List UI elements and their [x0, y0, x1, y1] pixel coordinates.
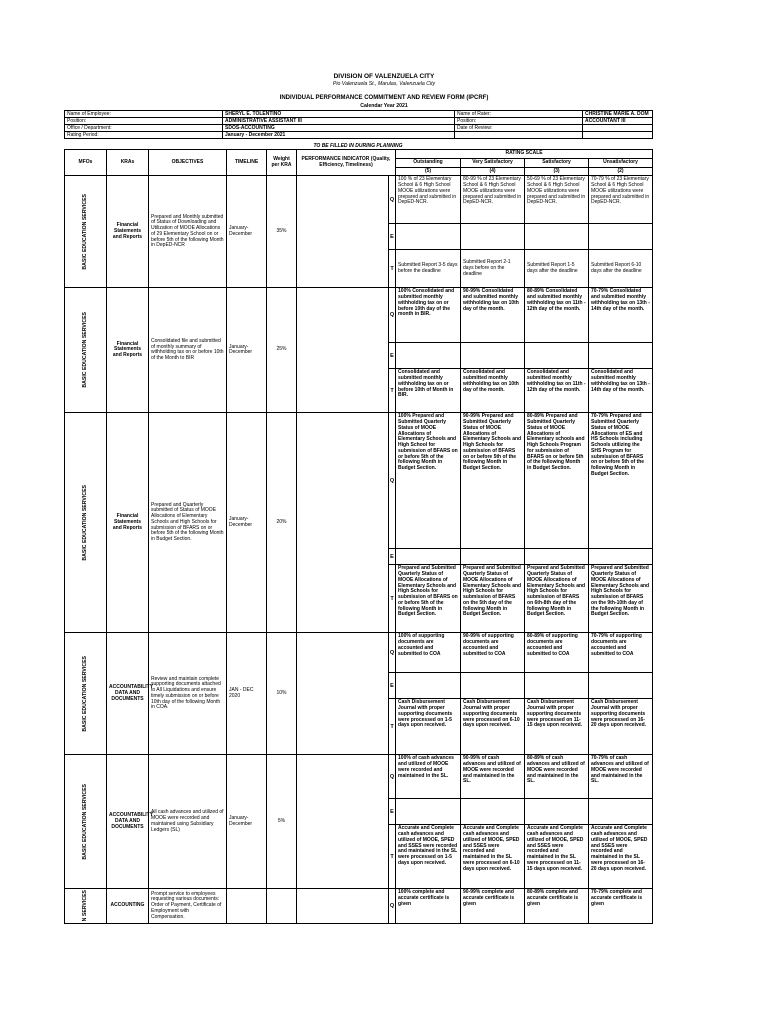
timeline-cell: January-December: [227, 176, 267, 288]
mfo-cell-text: BASIC EDUCATION SERVICES: [81, 484, 88, 561]
scale-name: Unsatisfactory: [589, 158, 653, 167]
scale-name: Outstanding: [396, 158, 461, 167]
timeline-cell: January-December: [227, 288, 267, 413]
mfo-cell-text: BASIC EDUCATION SERVICES: [81, 193, 88, 270]
qet-marker: T: [389, 369, 396, 413]
rating-cell: 90-99% of cash advances and utilized of MOOE were recorded and maintained in the SL.: [461, 755, 525, 799]
qet-marker: E: [389, 549, 396, 565]
rating-cell: 80-89% Prepared and Submitted Quarterly Status of MOOE Allocations of Elementary schools and High Schools Program for submission of BFARS on or before 5th of the following Month in Budget Section.: [525, 413, 589, 549]
rating-cell: 80-89% complete and accurate certificate is given: [525, 889, 589, 923]
rating-cell: 80-99 % of 23 Elementary School & 6 High School MOOE utilizations were prepared and submitted in DepED-NCR.: [461, 176, 525, 224]
rating-cell: 100% of cash advances and utilized of MOOE were recorded and maintained in the SL.: [396, 755, 461, 799]
rating-cell: 70-79% Consolidated and submitted monthly withholding tax on 13th - 14th day of the month.: [589, 288, 653, 343]
qet-marker: T: [389, 825, 396, 889]
objective-cell: Review and maintain complete supporting documents attached to All Liquidations and ensure timely submission on or before 10th day of the following Month in COA.: [149, 633, 227, 755]
rating-cell: Consolidated and submitted monthly withholding tax on or before 10th of Month in BIR.: [396, 369, 461, 413]
employee-name: SHERYL E. TOLENTINO: [223, 111, 455, 118]
scale-number: (4): [461, 167, 525, 176]
info-label: Name of Rater:: [455, 111, 583, 118]
col-timeline: TIMELINE: [227, 150, 267, 176]
rating-cell: [525, 799, 589, 825]
info-label: Date of Review:: [455, 125, 583, 132]
mfo-cell-text: BASIC EDUCATION SERVICES: [81, 655, 88, 732]
rating-cell: 100 % of 23 Elementary School & 6 High School MOOE utilizations were prepared and submitted in DepED-NCR.: [396, 176, 461, 224]
rating-cell: [461, 224, 525, 250]
col-kras: KRAs: [107, 150, 149, 176]
qet-marker: E: [389, 343, 396, 369]
rating-cell: Submitted Report 3-5 days before the deadline: [396, 250, 461, 288]
rating-cell: [461, 343, 525, 369]
col-objectives: OBJECTIVES: [149, 150, 227, 176]
rating-cell: [461, 549, 525, 565]
rating-cell: 50-69 % of 23 Elementary School & 6 High School MOOE utilizations were prepared and submitted in DepED-NCR.: [525, 176, 589, 224]
rating-cell: [589, 549, 653, 565]
rating-cell: [396, 799, 461, 825]
indicator-cell: [297, 633, 389, 755]
rating-cell: Cash Disbursement Journal with proper supporting documents were processed on 6-10 days upon received.: [461, 699, 525, 755]
division-name: DIVISION OF VALENZUELA CITY: [333, 73, 435, 80]
calendar-year: Calendar Year 2021: [360, 103, 408, 109]
weight-cell: [267, 889, 297, 923]
mfo-cell-text: N SERVICES: [81, 890, 88, 922]
rating-cell: Consolidated and submitted monthly withholding tax on 11th - 12th day of the month.: [525, 369, 589, 413]
rating-cell: [525, 549, 589, 565]
info-label: Name of Employee:: [65, 111, 223, 118]
rating-cell: Accurate and Complete cash advances and utilized of MOOE, SPED and SSES were recorded and maintained in the SL were processed on 1-5 days upon received.: [396, 825, 461, 889]
rating-cell: [396, 224, 461, 250]
kra-cell: ACCOUNTABILITY DATA AND DOCUMENTS: [107, 633, 149, 755]
objective-cell: Prompt service to employees requesting various documents: Order of Payment, Certificate of Employment with Compensation.: [149, 889, 227, 923]
scale-number: (2): [589, 167, 653, 176]
rating-cell: Accurate and Complete cash advances and utilized of MOOE, SPED and SSES were recorded and maintained in the SL were processed on 6-10 days upon received.: [461, 825, 525, 889]
mfo-cell-text: BASIC EDUCATION SERVICES: [81, 783, 88, 860]
col-rating-scale: RATING SCALE: [396, 150, 653, 159]
rating-cell: [396, 673, 461, 699]
timeline-cell: January-December: [227, 755, 267, 889]
info-row: [65, 118, 653, 125]
table-row: [65, 755, 653, 799]
rating-cell: [396, 549, 461, 565]
info-label: Position:: [455, 118, 583, 125]
mfo-cell: [65, 633, 107, 755]
employee-info-table: [64, 110, 653, 139]
rating-cell: Cash Disbursement Journal with proper supporting documents were processed on 16-20 days upon received.: [589, 699, 653, 755]
kra-cell: Financial Statements and Reports: [107, 288, 149, 413]
table-row: [65, 176, 653, 224]
rating-cell: [525, 343, 589, 369]
mfo-cell: [65, 413, 107, 633]
table-row: [65, 889, 653, 923]
timeline-cell: January-December: [227, 413, 267, 633]
info-label: [455, 132, 583, 139]
rating-cell: 90-99% Consolidated and submitted monthly withholding tax on 10th day of the month.: [461, 288, 525, 343]
rating-cell: 90-99% of supporting documents are accounted and submitted to COA: [461, 633, 525, 673]
rater-name: CHRISTINE MARIE A. DOM: [583, 111, 653, 118]
rating-cell: Cash Disbursement Journal with proper supporting documents were processed on 1-5 days upon received.: [396, 699, 461, 755]
info-label: Office / Department:: [65, 125, 223, 132]
objective-cell: Prepared and Quarterly submitted of Status of MOOE Allocations of Elementary Schools and High Schools for submission of BFARS on or before 5th of the following Month in Budget Section.: [149, 413, 227, 633]
info-label: Position:: [65, 118, 223, 125]
mfo-cell: [65, 755, 107, 889]
rating-cell: 100% complete and accurate certificate is given: [396, 889, 461, 923]
rating-cell: 70-79% of cash advances and utilized of MOOE were recorded and maintained in the SL.: [589, 755, 653, 799]
mfo-cell-text: BASIC EDUCATION SERVICES: [81, 312, 88, 389]
qet-marker: Q: [389, 176, 396, 224]
mfo-cell: [65, 288, 107, 413]
col-mfos: MFOs: [65, 150, 107, 176]
rating-cell: 100% Prepared and Submitted Quarterly Status of MOOE Allocations of Elementary Schools and High School for submission of BFARS on or before 5th of the following Month in Budget Section.: [396, 413, 461, 549]
scale-name: Satisfactory: [525, 158, 589, 167]
rating-cell: 70-79% Prepared and Submitted Quarterly Status of MOOE Allocations of ES and HS Schools including Schools utilizing the SHS Program for submission of BFARS on or before 5th of the following Month in Budget Section.: [589, 413, 653, 549]
indicator-cell: [297, 288, 389, 413]
employee-position: ADMINISTRATIVE ASSISTANT III: [223, 118, 455, 125]
rating-cell: [396, 343, 461, 369]
rating-cell: 100% Consolidated and submitted monthly withholding tax on or before 10th day of the month in BIR.: [396, 288, 461, 343]
rater-position: ACCOUNTANT III: [583, 118, 653, 125]
rating-cell: 80-89% of cash advances and utilized of MOOE were recorded and maintained in the SL.: [525, 755, 589, 799]
info-value: [583, 132, 653, 139]
col-indicator: PERFORMANCE INDICATOR (Quality, Efficiency, Timeliness): [297, 150, 396, 176]
rating-cell: [525, 224, 589, 250]
qet-marker: T: [389, 250, 396, 288]
rating-cell: 90-99% Prepared and Submitted Quarterly Status of MOOE Allocations of Elementary Schools and High Schools for submission of BFARS on or before 5th of the following Month in Budget Section.: [461, 413, 525, 549]
indicator-cell: [297, 889, 389, 923]
info-row: [65, 132, 653, 139]
rating-period: January - December 2021: [223, 132, 455, 139]
rating-cell: 70-79 % of 23 Elementary School & 6 High School MOOE utilizations were prepared and submitted in DepED-NCR.: [589, 176, 653, 224]
info-row: [65, 125, 653, 132]
rating-cell: [461, 673, 525, 699]
rating-cell: 70-79% complete and accurate certificate is given: [589, 889, 653, 923]
kra-cell: ACCOUNTING: [107, 889, 149, 923]
rating-cell: [589, 673, 653, 699]
indicator-cell: [297, 755, 389, 889]
rating-cell: Accurate and Complete cash advances and utilized of MOOE, SPED and SSES were recorded and maintained in the SL were processed on 11-15 days upon received.: [525, 825, 589, 889]
rating-cell: Submitted Report 6-10 days after the deadline: [589, 250, 653, 288]
rating-cell: [589, 799, 653, 825]
rating-cell: 80-89% of supporting documents are accounted and submitted to COA: [525, 633, 589, 673]
qet-marker: E: [389, 673, 396, 699]
rating-cell: Prepared and Submitted Quarterly Status of MOOE Allocations of Elementary Schools and High Schools for submission of BFARS on or before 5th of the following Month in Budget Section.: [396, 565, 461, 633]
qet-marker: Q: [389, 755, 396, 799]
table-row: [65, 633, 653, 673]
indicator-cell: [297, 413, 389, 633]
objective-cell: All cash advances and utilized of MOOE were recorded and maintained using Subsidiary Ledgers (SL): [149, 755, 227, 889]
rating-cell: Consolidated and submitted monthly withholding tax on 10th day of the month.: [461, 369, 525, 413]
timeline-cell: [227, 889, 267, 923]
weight-cell: 25%: [267, 288, 297, 413]
scale-number: (3): [525, 167, 589, 176]
qet-marker: Q: [389, 889, 396, 923]
weight-cell: 10%: [267, 633, 297, 755]
col-weight: Weight per KRA: [267, 150, 297, 176]
info-row: [65, 111, 653, 118]
rating-cell: [589, 343, 653, 369]
qet-marker: T: [389, 699, 396, 755]
scale-name: Very Satisfactory: [461, 158, 525, 167]
weight-cell: 35%: [267, 176, 297, 288]
rating-cell: Consolidated and submitted monthly withholding tax on 13th - 14th day of the month.: [589, 369, 653, 413]
timeline-cell: JAN - DEC 2020: [227, 633, 267, 755]
qet-marker: E: [389, 224, 396, 250]
rating-cell: Cash Disbursement Journal with proper supporting documents were processed on 11-15 days upon received.: [525, 699, 589, 755]
rating-cell: Prepared and Submitted Quarterly Status of MOOE Allocations of Elementary Schools and High Schools for submission of BFARS on the 9th-10th day of the following Month in Budget Section.: [589, 565, 653, 633]
info-label: Rating Period:: [65, 132, 223, 139]
weight-cell: 20%: [267, 413, 297, 633]
kra-cell: Financial Statements and Reports: [107, 413, 149, 633]
ipcrf-table: [64, 149, 653, 924]
rating-cell: Accurate and Complete cash advances and utilized of MOOE, SPED and SSES were recorded and maintained in the SL were processed on 16-20 days upon received.: [589, 825, 653, 889]
qet-marker: T: [389, 565, 396, 633]
kra-cell: Financial Statements and Reports: [107, 176, 149, 288]
rating-cell: 90-99% complete and accurate certificate is given: [461, 889, 525, 923]
rating-cell: [461, 799, 525, 825]
weight-cell: 5%: [267, 755, 297, 889]
division-address: Pio Valenzuela St., Marulas, Valenzuela City: [332, 81, 436, 87]
qet-marker: Q: [389, 413, 396, 549]
mfo-cell: [65, 176, 107, 288]
rating-cell: Submitted Report 1-5 days after the deadline: [525, 250, 589, 288]
rating-cell: 70-79% of supporting documents are accounted and submitted to COA: [589, 633, 653, 673]
qet-marker: Q: [389, 633, 396, 673]
kra-cell: ACCOUNTABILITY DATA AND DOCUMENTS: [107, 755, 149, 889]
qet-marker: Q: [389, 288, 396, 343]
indicator-cell: [297, 176, 389, 288]
table-row: [65, 413, 653, 549]
mfo-cell: [65, 889, 107, 923]
rating-cell: Submitted Report 2-1 days before on the deadline: [461, 250, 525, 288]
rating-cell: 100% of supporting documents are accounted and submitted to COA: [396, 633, 461, 673]
objective-cell: Consolidated file and submitted of monthly summary of withholding tax on or before 10th of the Month to BIR: [149, 288, 227, 413]
scale-number: (5): [396, 167, 461, 176]
rating-cell: 80-89% Consolidated and submitted monthly withholding tax on 11th - 12th day of the month.: [525, 288, 589, 343]
rating-cell: [589, 224, 653, 250]
employee-office: SDOS-ACCOUNTING: [223, 125, 455, 132]
rating-cell: Prepared and Submitted Quarterly Status of MOOE Allocations of Elementary Schools and High Schools for submission of BFARS on the 5th day of the following Month in Budget Section.: [461, 565, 525, 633]
rating-cell: Prepared and Submitted Quarterly Status of MOOE Allocations of Elementary Schools and High Schools for submission of BFARS on 6th-8th day of the following Month in Budget Section.: [525, 565, 589, 633]
review-date: [583, 125, 653, 132]
objective-cell: Prepared and Monthly submitted of Status of Downloading and Utilization of MOOE Allocations of 29 Elementary School on or before 5th of the following Month in DepED-NCR: [149, 176, 227, 288]
rating-cell: [525, 673, 589, 699]
form-title: INDIVIDUAL PERFORMANCE COMMITMENT AND REVIEW FORM (IPCRF): [279, 95, 489, 101]
planning-label: TO BE FILLED IN DURING PLANNING: [313, 143, 403, 149]
table-row: [65, 288, 653, 343]
qet-marker: E: [389, 799, 396, 825]
